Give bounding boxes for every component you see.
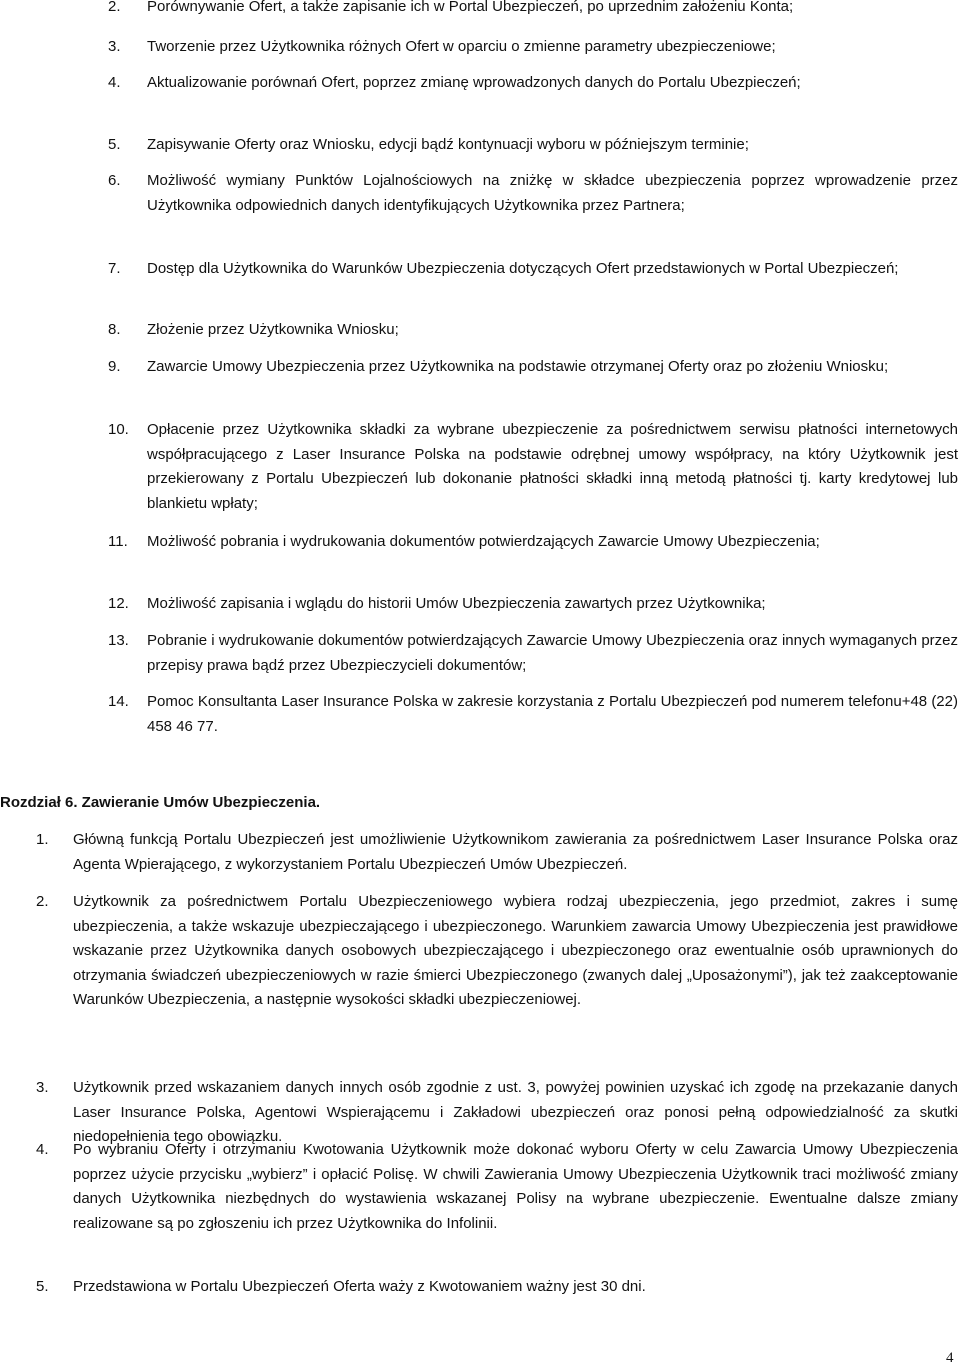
list-item-text: Aktualizowanie porównań Ofert, poprzez zmianę wprowadzonych danych do Portalu Ubezpieczeń; [147,74,801,91]
list-item-number: 6. [108,172,121,189]
list-item-text: Dostęp dla Użytkownika do Warunków Ubezpieczenia dotyczących Ofert przedstawionych w Portal Ubezpieczeń; [147,260,899,277]
list-item-text: Pomoc Konsultanta Laser Insurance Polska w zakresie korzystania z Portalu Ubezpieczeń pod numerem telefonu+48 (22) 458 46 77. [147,693,958,735]
list-item-number: 1. [36,831,49,848]
list-item-text: Główną funkcją Portalu Ubezpieczeń jest umożliwienie Użytkownikom zawierania za pośrednictwem Laser Insurance Polska oraz Agenta Wpierającego, z wykorzystaniem Portalu Ubezpieczeń Umów Ubezpieczeń. [73,831,958,873]
list-item-text: Zapisywanie Oferty oraz Wniosku, edycji bądź kontynuacji wyboru w późniejszym terminie; [147,136,749,153]
list-item-text: Możliwość zapisania i wglądu do historii Umów Ubezpieczenia zawartych przez Użytkownika; [147,595,766,612]
list-item-text: Zawarcie Umowy Ubezpieczenia przez Użytkownika na podstawie otrzymanej Oferty oraz po złożeniu Wniosku; [147,358,889,375]
list-item-text: Pobranie i wydrukowanie dokumentów potwierdzających Zawarcie Umowy Ubezpieczenia oraz innych wymaganych przez przepisy prawa bądź przez Ubezpieczycieli dokumentów; [147,632,958,674]
list-item-text: Użytkownik za pośrednictwem Portalu Ubezpieczeniowego wybiera rodzaj ubezpieczenia, jego przedmiot, zakres i sumę ubezpieczenia, a także wskazuje ubezpieczającego i ubezpieczonego. Warunkiem zawarcia Umowy Ubezpieczenia jest prawidłowe wskazanie przez Użytkownika danych osobowych ubezpieczającego i ubezpieczonego oraz ewentualnie osób uprawnionych do otrzymania świadczeń ubezpieczeniowych w razie śmierci Ubezpieczonego (zwanych dalej „Uposażonymi”), jak też zaakceptowanie Warunków Ubezpieczenia, a następnie wysokości składki ubezpieczeniowej. [73,893,958,1008]
list-item-number: 8. [108,321,121,338]
list-item-number: 4. [108,74,121,91]
section-heading: Rozdział 6. Zawieranie Umów Ubezpieczenia. [0,794,321,811]
list-item-number: 3. [36,1079,49,1096]
list-item-number: 2. [36,893,49,910]
list-item-text: Złożenie przez Użytkownika Wniosku; [147,321,399,338]
list-item-text: Opłacenie przez Użytkownika składki za wybrane ubezpieczenie za pośrednictwem serwisu płatności internetowych współpracującego z Laser Insurance Polska na podstawie odrębnej umowy współpracy, na który Użytkownik jest przekierowany z Portalu Ubezpieczeń lub dokonanie płatności składki inną metodą płatności tj. karty kredytowej lub blankietu wpłaty; [147,421,958,512]
page-number: 4 [946,1350,954,1366]
list-item-number: 11. [108,533,128,550]
list-item-text: Porównywanie Ofert, a także zapisanie ich w Portal Ubezpieczeń, po uprzednim założeniu Konta; [147,0,794,15]
list-item-text: Możliwość wymiany Punktów Lojalnościowych na zniżkę w składce ubezpieczenia poprzez wprowadzenie przez Użytkownika odpowiednich danych identyfikujących Użytkownika przez Partnera; [147,172,958,214]
list-item-text: Użytkownik przed wskazaniem danych innych osób zgodnie z ust. 3, powyżej powinien uzyskać ich zgodę na przekazanie danych Laser Insurance Polska, Agentowi Wspierającemu i Zakładowi ubezpieczeń oraz ponosi pełną odpowiedzialność za skutki niedopełnienia tego obowiązku. [73,1079,958,1145]
list-item-text: Przedstawiona w Portalu Ubezpieczeń Oferta waży z Kwotowaniem ważny jest 30 dni. [73,1278,646,1295]
list-item-text: Tworzenie przez Użytkownika różnych Ofert w oparciu o zmienne parametry ubezpieczeniowe; [147,38,776,55]
list-item-number: 9. [108,358,121,375]
list-item-number: 12. [108,595,129,612]
list-item-text: Możliwość pobrania i wydrukowania dokumentów potwierdzających Zawarcie Umowy Ubezpieczenia; [147,533,820,550]
list-item-text: Po wybraniu Oferty i otrzymaniu Kwotowania Użytkownik może dokonać wyboru Oferty w celu Zawarcia Umowy Ubezpieczenia poprzez użycie przycisku „wybierz” i opłacić Polisę. W chwili Zawierania Umowy Ubezpieczenia Użytkownik traci możliwość zmiany danych Użytkownika niezbędnych do wystawienia wskazanej Polisy na wybrane ubezpieczenie. Ewentualne dalsze zmiany realizowane są po zgłoszeniu ich przez Użytkownika do Infolinii. [73,1141,958,1232]
list-item-number: 13. [108,632,129,649]
list-item-number: 7. [108,260,121,277]
list-item-number: 14. [108,693,129,710]
list-item-number: 4. [36,1141,49,1158]
list-item-number: 2. [108,0,121,15]
list-item-number: 5. [108,136,121,153]
list-item-number: 10. [108,421,129,438]
list-item-number: 5. [36,1278,49,1295]
list-item-number: 3. [108,38,121,55]
